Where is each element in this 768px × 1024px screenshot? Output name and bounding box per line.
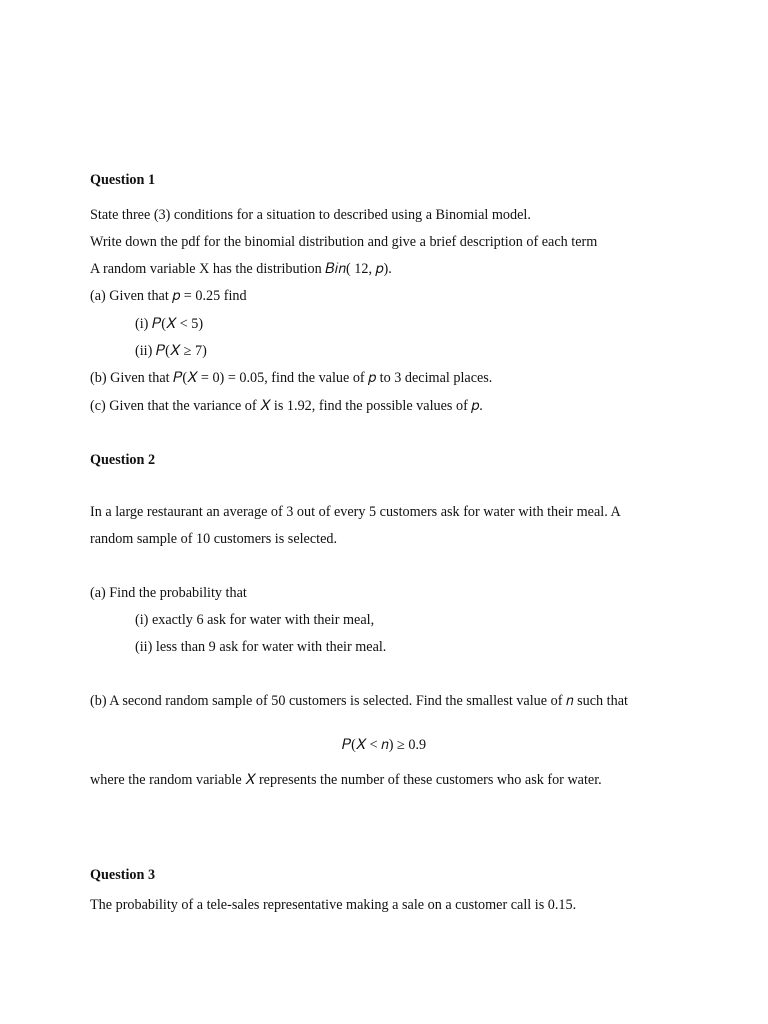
q3-line-intro: The probability of a tele-sales representative making a sale on a customer call is 0.15. [90, 897, 577, 913]
q2-inequality: 𝑃(𝑋 < 𝑛) ≥ 0.9 [341, 737, 427, 753]
q1-part-a-i: (i) 𝑃(𝑋 < 5) [135, 316, 204, 332]
q2-part-b: (b) A second random sample of 50 customers is selected. Find the smallest value of 𝑛 such that [90, 693, 628, 709]
q2-part-a: (a) Find the probability that [90, 585, 247, 601]
q1-line-conditions: State three (3) conditions for a situation to described using a Binomial model. [90, 207, 531, 223]
q2-part-a-i: (i) exactly 6 ask for water with their meal, [135, 612, 375, 628]
question-1-heading: Question 1 [90, 172, 156, 188]
question-3-heading: Question 3 [90, 867, 156, 883]
q1-part-a: (a) Given that 𝑝 = 0.25 find [90, 288, 247, 304]
q2-part-a-ii: (ii) less than 9 ask for water with their meal. [135, 639, 387, 655]
q1-part-a-ii: (ii) 𝑃(𝑋 ≥ 7) [135, 343, 207, 359]
question-2-heading: Question 2 [90, 452, 156, 468]
q1-line-pdf: Write down the pdf for the binomial distribution and give a brief description of each term [90, 234, 598, 250]
q1-part-b: (b) Given that 𝑃(𝑋 = 0) = 0.05, find the value of 𝑝 to 3 decimal places. [90, 370, 493, 386]
q1-line-distribution: A random variable X has the distribution 𝐵𝑖𝑛( 12, 𝑝). [90, 261, 392, 277]
q2-line-intro-2: random sample of 10 customers is selected. [90, 531, 338, 547]
q1-part-c: (c) Given that the variance of 𝑋 is 1.92, find the possible values of 𝑝. [90, 398, 483, 414]
q2-line-intro-1: In a large restaurant an average of 3 out of every 5 customers ask for water with their meal. A [90, 504, 621, 520]
q2-line-where: where the random variable 𝑋 represents the number of these customers who ask for water. [90, 772, 602, 788]
